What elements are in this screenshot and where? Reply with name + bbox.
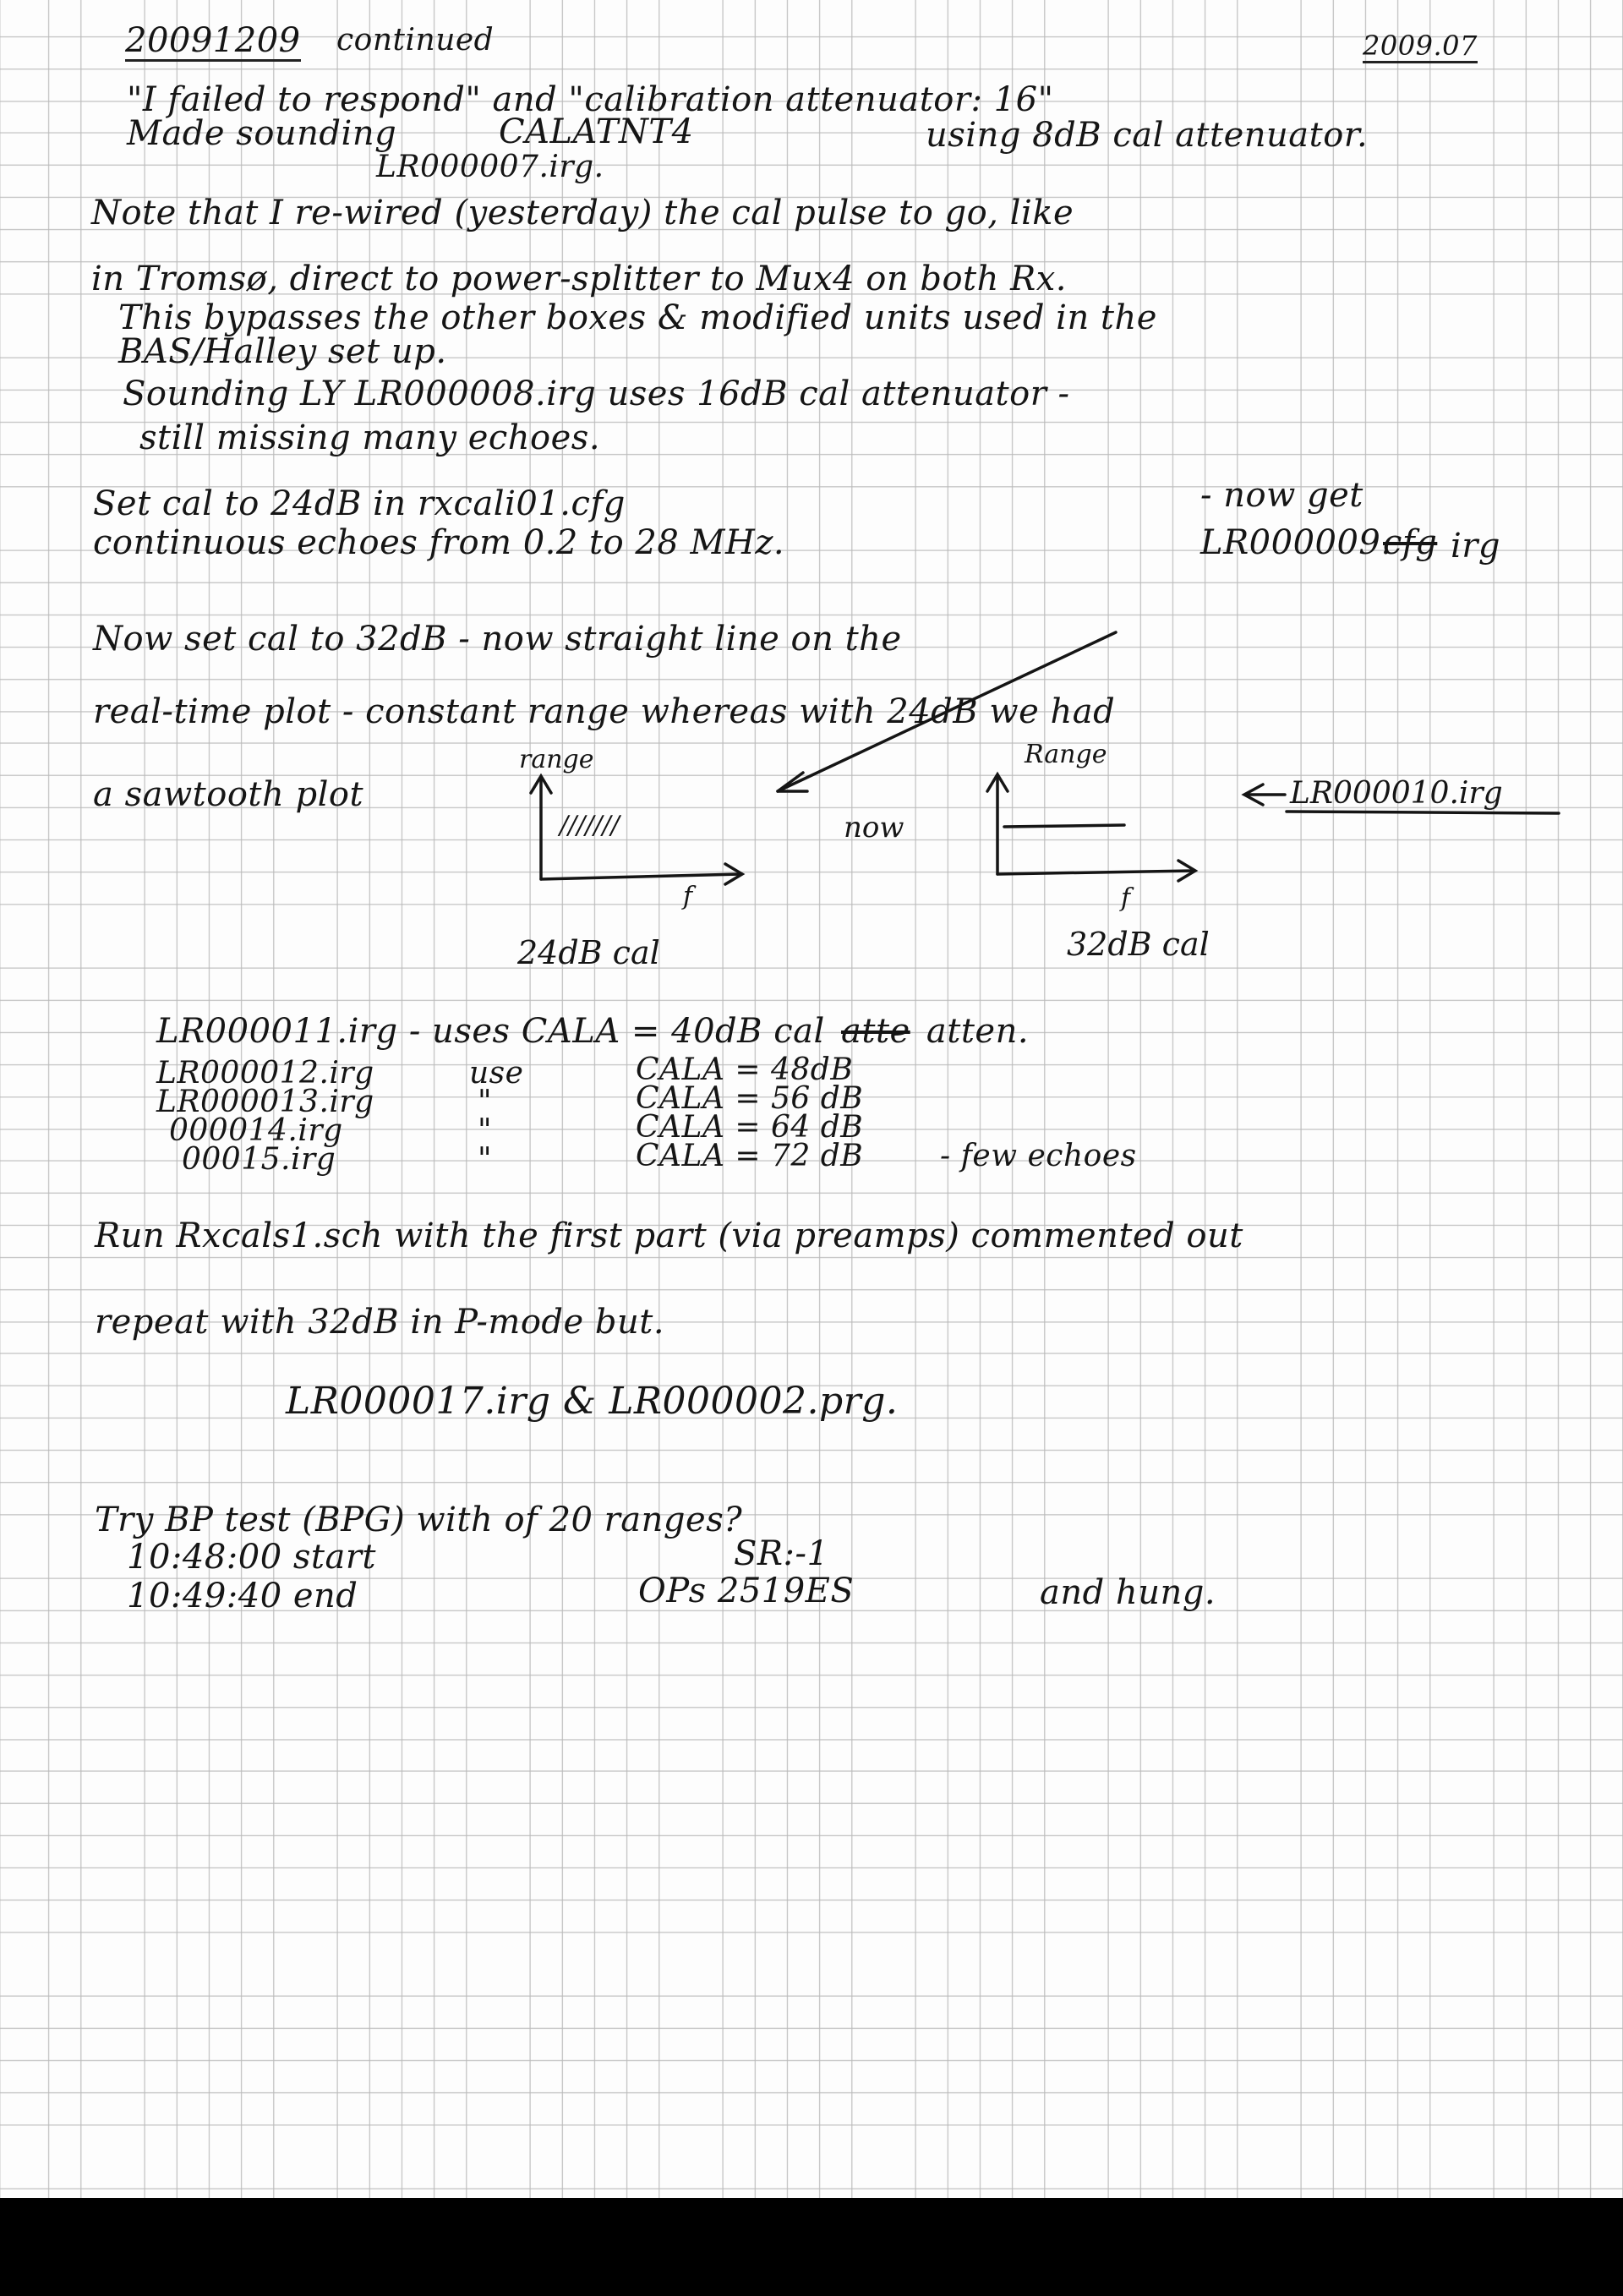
cala-row-verb: use [469,1056,524,1091]
note-line-23: LR000017.irg & LR000002.prg. [286,1380,899,1423]
cala-line-40dB: LR000011.irg - uses CALA = 40dB cal atte atten. [156,1012,1030,1051]
note-line-26b: OPs 2519ES [638,1572,855,1610]
cala-row-file: LR000012.irg [156,1056,374,1091]
note-line-21: Run Rxcals1.sch with the first part (via preamps) commented out [95,1216,1243,1255]
right-plot-y-label: Range [1025,740,1107,769]
cala-row-setting: CALA = 64 dB [636,1110,864,1145]
left-plot-y-label: range [519,745,594,774]
note-line-25: 10:48:00 start [127,1538,377,1577]
note-line-10b: - now get [1200,476,1363,515]
cala-row-note: - few echoes [940,1139,1137,1173]
note-line-11a: continuous echoes from 0.2 to 28 MHz. [93,523,785,562]
note-line-25b: SR:-1 [734,1534,829,1573]
note-line-6: This bypasses the other boxes & modified units used in the [118,298,1157,337]
note-line-2a: Made sounding [127,114,397,153]
note-line-7: BAS/Halley set up. [118,332,447,371]
note-line-5: in Tromsø, direct to power-splitter to Mux4 on both Rx. [91,260,1067,298]
note-line-13: real-time plot - constant range whereas with 24dB we had [93,692,1116,731]
left-plot-caption: 24dB cal [517,934,660,971]
note-line-9: still missing many echoes. [139,418,601,457]
note-line-12: Now set cal to 32dB - now straight line on the [93,620,902,659]
file-ref-underline [1287,812,1559,813]
note-line-22: repeat with 32dB in P-mode but. [95,1303,665,1342]
note-line-14: a sawtooth plot [93,775,364,814]
cala-row-verb: " [478,1142,493,1177]
note-line-4: Note that I re-wired (yesterday) the cal pulse to go, like [91,194,1074,232]
right-plot-x-axis [997,871,1194,874]
right-plot-x-label: f [1121,883,1131,913]
note-line-2c: using 8dB cal attenuator. [926,116,1369,155]
left-plot-x-label: f [683,882,693,911]
note-line-24: Try BP test (BPG) with of 20 ranges? [95,1501,743,1539]
entry-date: 20091209 [125,21,301,60]
right-plot-constant-range-line [1004,825,1124,827]
sketch-now-label: now [844,811,904,845]
note-line-11b: LR000009. [1200,523,1392,562]
right-plot-caption: 32dB cal [1067,926,1210,963]
continued-label: continued [336,23,495,57]
pointer-arrow-head [778,773,807,791]
left-plot-x-axis [541,874,740,879]
left-plot-sawtooth-marks: /////// [560,811,620,840]
page-reference: 2009.07 [1363,30,1478,62]
note-line-1: "I failed to respond" and "calibration attenuator: 16" [127,80,1054,119]
cala-row-setting: CALA = 48dB [636,1052,854,1087]
cala-row-setting: CALA = 72 dB [636,1139,864,1173]
cala-row-setting: CALA = 56 dB [636,1081,864,1116]
range-vs-frequency-sketch [0,0,1623,1014]
cala-row-verb: " [478,1113,493,1148]
note-line-2b: CALATNT4 [499,112,694,151]
note-line-11d: irg [1451,527,1501,566]
note-line-26c: and hung. [1040,1573,1216,1612]
cala-row-file: LR000013.irg [156,1085,374,1119]
note-line-26: 10:49:40 end [127,1577,358,1615]
cala-row-file: 000014.irg [169,1113,343,1148]
note-line-10a: Set cal to 24dB in rxcali01.cfg [93,484,626,523]
scan-bottom-edge [0,2198,1623,2296]
note-line-11c-struck: cfg [1383,523,1438,562]
sketch-file-reference: LR000010.irg [1290,776,1503,811]
note-line-3: LR000007.irg. [376,150,604,184]
cala-row-verb: " [478,1085,493,1119]
cala-row-file: 00015.irg [182,1142,336,1177]
note-line-8: Sounding LY LR000008.irg uses 16dB cal attenuator - [123,374,1070,413]
